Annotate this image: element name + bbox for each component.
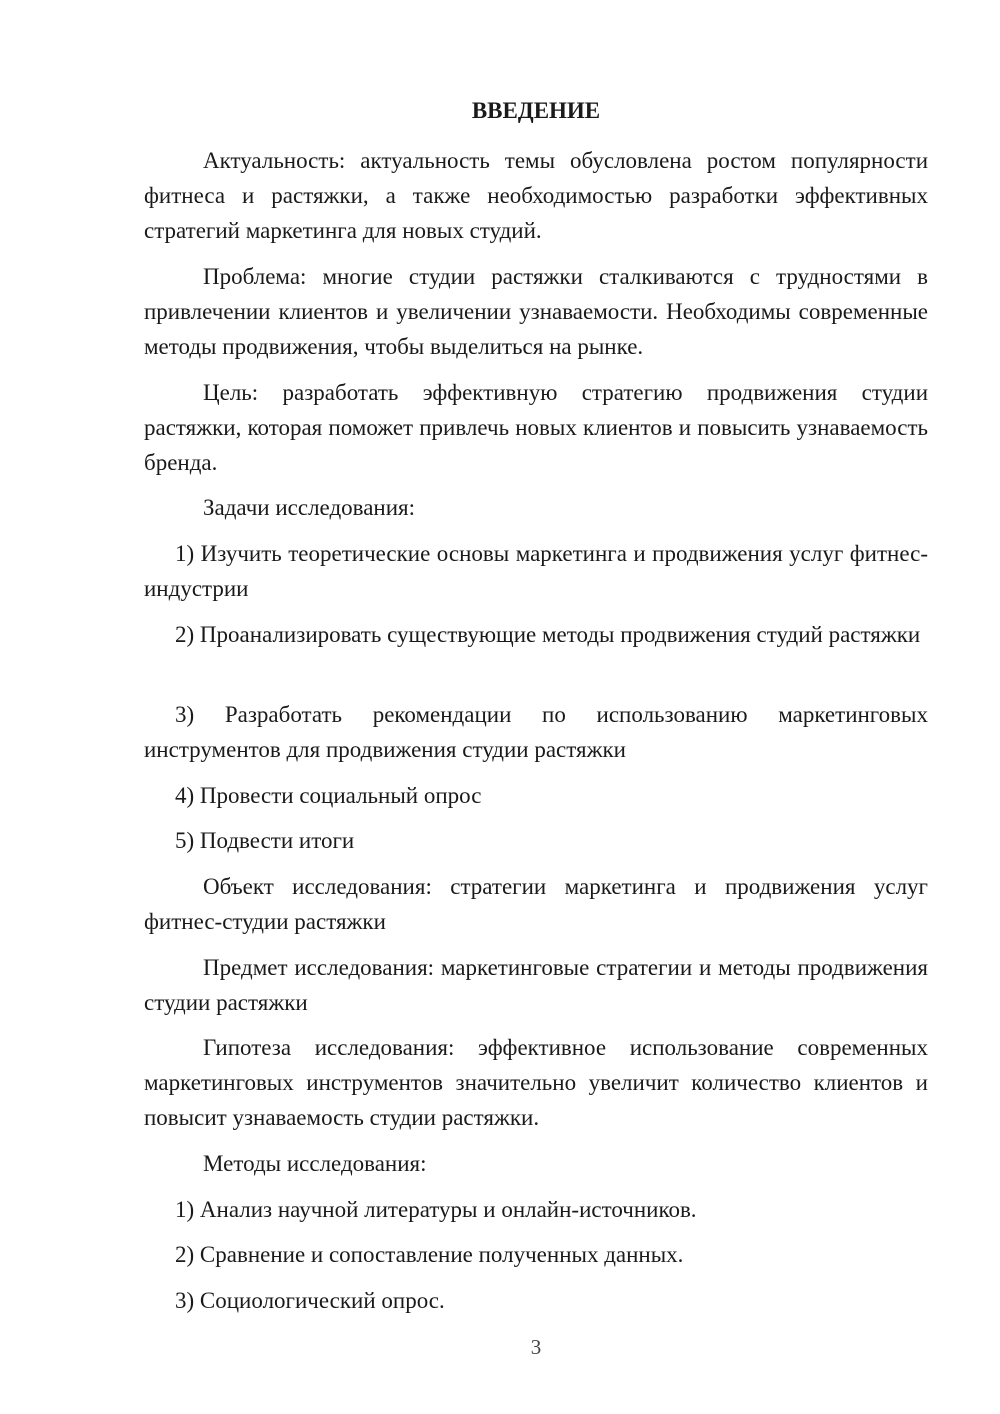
list-item-task-5: 5) Подвести итоги bbox=[175, 828, 355, 853]
list-item-task-4: 4) Провести социальный опрос bbox=[175, 783, 482, 808]
list-item-task-3: 3) Разработать рекомендации по использованию маркетинговых инструментов для продвижения студии растяжки bbox=[144, 702, 928, 762]
list-item-task-2: 2) Проанализировать существующие методы продвижения студий растяжки bbox=[175, 622, 921, 647]
paragraph-tasks-heading: Задачи исследования: bbox=[203, 495, 416, 520]
page-title: ВВЕДЕНИЕ bbox=[471, 98, 601, 123]
list-item-method-3: 3) Социологический опрос. bbox=[175, 1288, 445, 1313]
paragraph-object: Объект исследования: стратегии маркетинга и продвижения услуг фитнес-студии растяжки bbox=[144, 874, 928, 934]
list-item-method-1: 1) Анализ научной литературы и онлайн-источников. bbox=[175, 1197, 697, 1222]
list-item-task-1: 1) Изучить теоретические основы маркетинга и продвижения услуг фитнес-индустрии bbox=[144, 541, 928, 601]
paragraph-methods-heading: Методы исследования: bbox=[203, 1151, 427, 1176]
page-number: 3 bbox=[530, 1335, 542, 1359]
paragraph-goal: Цель: разработать эффективную стратегию продвижения студии растяжки, которая поможет привлечь новых клиентов и повысить узнаваемость бренда. bbox=[144, 380, 928, 475]
paragraph-hypothesis: Гипотеза исследования: эффективное использование современных маркетинговых инструментов значительно увеличит количество клиентов и повысит узнаваемость студии растяжки. bbox=[144, 1035, 928, 1130]
list-item-method-2: 2) Сравнение и сопоставление полученных данных. bbox=[175, 1242, 684, 1267]
paragraph-relevance: Актуальность: актуальность темы обусловлена ростом популярности фитнеса и растяжки, а также необходимостью разработки эффективных стратегий маркетинга для новых студий. bbox=[144, 148, 928, 243]
paragraph-problem: Проблема: многие студии растяжки сталкиваются с трудностями в привлечении клиентов и увеличении узнаваемости. Необходимы современные методы продвижения, чтобы выделиться на рынке. bbox=[144, 264, 928, 359]
paragraph-subject: Предмет исследования: маркетинговые стратегии и методы продвижения студии растяжки bbox=[144, 955, 928, 1015]
